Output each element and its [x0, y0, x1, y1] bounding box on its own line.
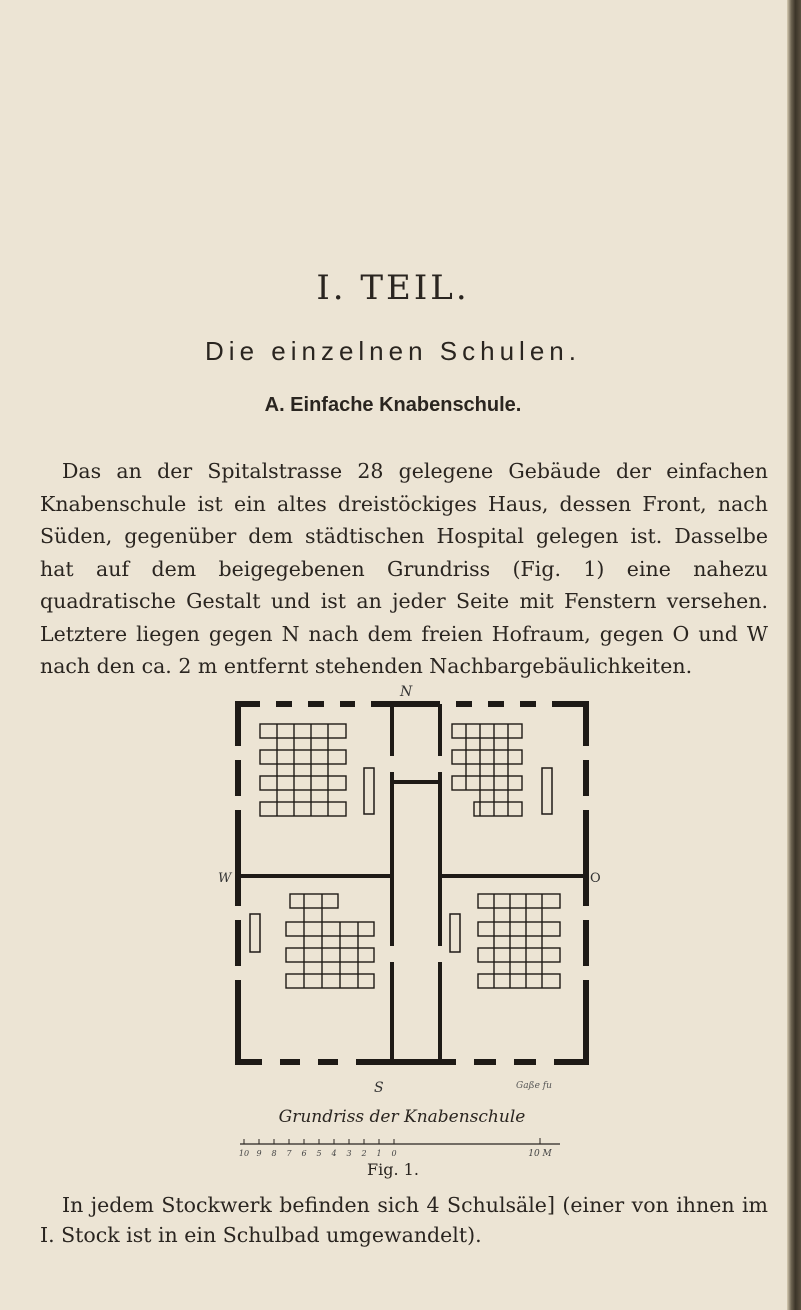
floor-plan-figure: [220, 686, 600, 1156]
part-title: I. TEIL.: [316, 268, 470, 308]
scale-bar: [240, 1138, 570, 1160]
scale-tick-label: 5: [316, 1149, 322, 1158]
scale-tick-label: 0: [391, 1149, 397, 1158]
scale-tick-label: 7: [286, 1149, 292, 1158]
scale-tick-label: 9: [256, 1149, 262, 1158]
corridor-walls: [238, 704, 586, 1062]
compass-north-label: N: [400, 684, 413, 700]
compass-south-label: S: [374, 1080, 384, 1096]
paragraph-intro: [40, 455, 768, 683]
scale-tick-label: 3: [346, 1149, 352, 1158]
paragraph-after-figure: [40, 1190, 768, 1250]
benches-southwest: [286, 894, 374, 988]
section-title: A. Einfache Knabenschule.: [264, 394, 522, 416]
benches-northwest: [260, 724, 346, 816]
compass-west-label: W: [218, 871, 232, 886]
outer-wall: [238, 704, 586, 1062]
scale-end-label: 10 M: [528, 1149, 552, 1159]
handwritten-note: Gaße fu: [516, 1081, 552, 1091]
stoves: [250, 768, 552, 952]
chapter-title: Die einzelnen Schulen.: [205, 336, 581, 366]
compass-east-label: O: [590, 871, 601, 886]
benches-northeast: [452, 724, 522, 816]
door-gaps: [390, 756, 442, 962]
figure-caption: Fig. 1.: [367, 1160, 419, 1179]
scale-tick-label: 10: [238, 1149, 250, 1158]
scale-tick-label: 2: [361, 1149, 367, 1158]
scale-tick-label: 6: [301, 1149, 307, 1158]
scale-tick-label: 4: [331, 1149, 337, 1158]
script-caption: Grundriss der Knabenschule: [278, 1107, 526, 1127]
page-edge: [787, 0, 801, 1310]
paragraph-2: In jedem Stockwerk befinden sich 4 Schulsäle] (einer von ihnen im I. Stock ist in ein Schulbad umgewandelt).: [40, 1193, 768, 1247]
paragraph-1: Das an der Spitalstrasse 28 gelegene Gebäude der einfachen Knabenschule ist ein altes dreistöckiges Haus, dessen Front, nach Süden, gegenüber dem städtischen Hospital gelegen ist. Dasselbe hat auf dem beigegebenen Grundriss (Fig. 1) eine nahezu quadratische Gestalt und ist an jeder Seite mit Fenstern versehen. Letztere liegen gegen N nach dem freien Hofraum, gegen O und W nach den ca. 2 m entfernt stehenden Nachbargebäulichkeiten.: [40, 459, 768, 678]
benches-southeast: [478, 894, 560, 988]
scale-tick-label: 1: [376, 1149, 382, 1158]
scale-tick-label: 8: [271, 1149, 277, 1158]
